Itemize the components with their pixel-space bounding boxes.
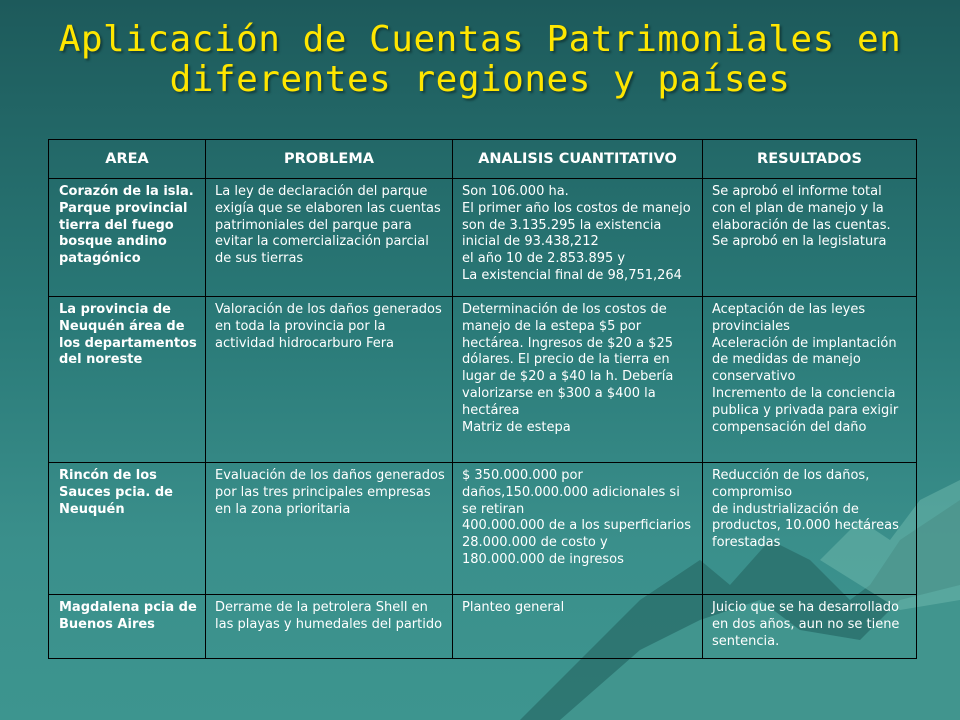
table-row	[49, 595, 917, 659]
table-row	[49, 463, 917, 595]
cell-area: Rincón de los Sauces pcia. de Neuquén	[49, 463, 206, 595]
cell-analisis: $ 350.000.000 por daños,150.000.000 adicionales si se retiran 400.000.000 de a los superficiarios 28.000.000 de costo y 180.000.000 de ingresos	[453, 463, 703, 595]
cell-area: Magdalena pcia de Buenos Aires	[49, 595, 206, 659]
column-header-area: AREA	[49, 140, 206, 179]
cell-area: La provincia de Neuquén área de los departamentos del noreste	[49, 297, 206, 463]
slide-title-line2: diferentes regiones y países	[169, 59, 791, 100]
cell-analisis: Determinación de los costos de manejo de la estepa $5 por hectárea. Ingresos de $20 a $25 dólares. El precio de la tierra en lugar de $20 a $40 la h. Debería valorizarse en $300 a $400 la hectárea Matriz de estepa	[453, 297, 703, 463]
cell-problema: Valoración de los daños generados en toda la provincia por la actividad hidrocarburo Fera	[206, 297, 453, 463]
cell-problema: Evaluación de los daños generados por las tres principales empresas en la zona prioritaria	[206, 463, 453, 595]
table-header-row	[49, 140, 917, 179]
cases-table	[48, 139, 917, 659]
cell-problema: La ley de declaración del parque exigía que se elaboren las cuentas patrimoniales del parque para evitar la comercialización parcial de sus tierras	[206, 179, 453, 297]
table-row	[49, 297, 917, 463]
table-row	[49, 179, 917, 297]
column-header-analisis: ANALISIS CUANTITATIVO	[453, 140, 703, 179]
cell-resultados: Aceptación de las leyes provinciales Aceleración de implantación de medidas de manejo conservativo Incremento de la conciencia publica y privada para exigir compensación del daño	[703, 297, 917, 463]
cell-resultados: Juicio que se ha desarrollado en dos años, aun no se tiene sentencia.	[703, 595, 917, 659]
cell-analisis: Son 106.000 ha. El primer año los costos de manejo son de 3.135.295 la existencia inicial de 93.438,212 el año 10 de 2.853.895 y La existencial final de 98,751,264	[453, 179, 703, 297]
cell-analisis: Planteo general	[453, 595, 703, 659]
cell-area: Corazón de la isla. Parque provincial tierra del fuego bosque andino patagónico	[49, 179, 206, 297]
slide-title	[0, 20, 960, 100]
cell-problema: Derrame de la petrolera Shell en las playas y humedales del partido	[206, 595, 453, 659]
slide-title-line1: Aplicación de Cuentas Patrimoniales en	[58, 19, 902, 60]
column-header-problema: PROBLEMA	[206, 140, 453, 179]
column-header-resultados: RESULTADOS	[703, 140, 917, 179]
cell-resultados: Se aprobó el informe total con el plan de manejo y la elaboración de las cuentas. Se aprobó en la legislatura	[703, 179, 917, 297]
cell-resultados: Reducción de los daños, compromiso de industrialización de productos, 10.000 hectáreas forestadas	[703, 463, 917, 595]
